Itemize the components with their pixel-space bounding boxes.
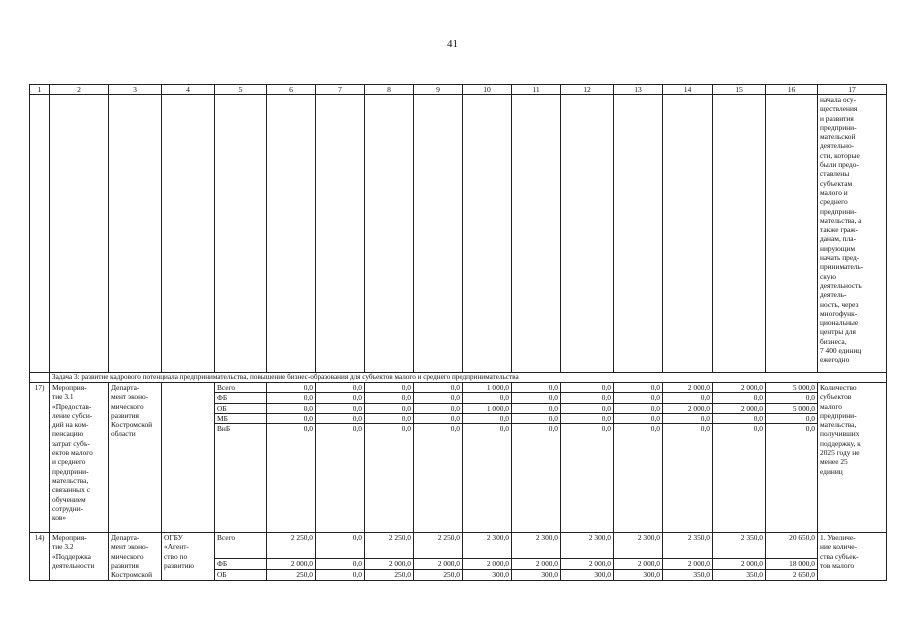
value-cell: 0,0 — [414, 413, 463, 423]
value-cell: 0,0 — [512, 413, 561, 423]
header-cell: 3 — [109, 85, 162, 95]
page-number: 41 — [447, 38, 458, 50]
value-cell: 0,0 — [316, 403, 365, 413]
value-cell: 2 000,0 — [663, 559, 713, 570]
value-cell: 0,0 — [561, 383, 614, 393]
partner: ОГБУ «Агент- ство по развитию — [162, 533, 215, 580]
value-cell: 0,0 — [267, 424, 316, 533]
value-cell: 0,0 — [316, 559, 365, 570]
header-row — [30, 85, 887, 95]
empty-cell — [316, 95, 365, 373]
empty-cell — [50, 95, 109, 373]
value-cell: 5 000,0 — [766, 403, 818, 413]
continued-row — [30, 95, 887, 373]
value-cell: 0,0 — [267, 413, 316, 423]
value-cell: 0,0 — [267, 383, 316, 393]
value-cell: 0,0 — [614, 424, 663, 533]
empty-cell — [267, 95, 316, 373]
empty-cell — [215, 95, 267, 373]
value-cell: 300,0 — [561, 569, 614, 580]
funding-source: ОБ — [215, 569, 267, 580]
funding-source: ОБ — [215, 403, 267, 413]
value-cell: 0,0 — [267, 393, 316, 403]
value-cell: 0,0 — [766, 413, 818, 423]
value-cell: 1 000,0 — [463, 383, 512, 393]
value-cell: 2 000,0 — [614, 559, 663, 570]
row17-row — [30, 383, 887, 393]
value-cell: 0,0 — [663, 393, 713, 403]
value-cell: 0,0 — [614, 383, 663, 393]
value-cell: 0,0 — [316, 413, 365, 423]
value-cell: 2 250,0 — [267, 533, 316, 559]
value-cell: 0,0 — [561, 403, 614, 413]
value-cell: 2 350,0 — [663, 533, 713, 559]
funding-source: ВнБ — [215, 424, 267, 533]
value-cell: 0,0 — [512, 424, 561, 533]
value-cell: 0,0 — [414, 383, 463, 393]
value-cell: 2 300,0 — [512, 533, 561, 559]
value-cell: 0,0 — [365, 424, 414, 533]
value-cell: 350,0 — [663, 569, 713, 580]
value-cell: 0,0 — [512, 383, 561, 393]
value-cell: 2 300,0 — [561, 533, 614, 559]
value-cell: 0,0 — [663, 413, 713, 423]
value-cell: 2 000,0 — [713, 403, 766, 413]
value-cell: 0,0 — [463, 413, 512, 423]
header-cell: 12 — [561, 85, 614, 95]
value-cell: 2 000,0 — [267, 559, 316, 570]
expected-result: Количество субъектов малого предприни- мательства, получивших поддержку, к 2025 году не менее 25 единиц — [818, 383, 887, 533]
value-cell: 0,0 — [365, 403, 414, 413]
header-cell: 5 — [215, 85, 267, 95]
value-cell: 0,0 — [414, 424, 463, 533]
funding-source: ФБ — [215, 393, 267, 403]
funding-source: Всего — [215, 533, 267, 559]
value-cell: 250,0 — [267, 569, 316, 580]
value-cell: 0,0 — [614, 393, 663, 403]
value-cell: 0,0 — [365, 383, 414, 393]
header-cell: 2 — [50, 85, 109, 95]
value-cell: 2 250,0 — [365, 533, 414, 559]
value-cell: 0,0 — [614, 403, 663, 413]
empty-cell — [162, 95, 215, 373]
empty-cell — [463, 95, 512, 373]
header-cell: 7 — [316, 85, 365, 95]
budget-table — [29, 84, 887, 581]
value-cell: 2 250,0 — [414, 533, 463, 559]
value-cell: 2 650,0 — [766, 569, 818, 580]
value-cell: 0,0 — [463, 393, 512, 403]
value-cell: 2 000,0 — [713, 559, 766, 570]
value-cell: 5 000,0 — [766, 383, 818, 393]
value-cell: 0,0 — [766, 393, 818, 403]
value-cell: 0,0 — [365, 413, 414, 423]
funding-source: ФБ — [215, 559, 267, 570]
value-cell: 2 000,0 — [512, 559, 561, 570]
header-cell: 14 — [663, 85, 713, 95]
value-cell: 2 000,0 — [414, 559, 463, 570]
value-cell: 0,0 — [713, 424, 766, 533]
funding-source: МБ — [215, 413, 267, 423]
value-cell: 0,0 — [512, 393, 561, 403]
value-cell: 0,0 — [561, 393, 614, 403]
measure-name: Мероприя- тие 3.2 «Поддержка деятельности — [50, 533, 109, 580]
value-cell: 300,0 — [512, 569, 561, 580]
header-cell: 10 — [463, 85, 512, 95]
value-cell: 2 000,0 — [713, 383, 766, 393]
executor: Департа- мент эконо- мического развития Костромской области — [109, 383, 162, 533]
value-cell: 0,0 — [316, 393, 365, 403]
measure-name: Мероприя- тие 3.1 «Предостав- ление субси- дий на ком- пенсацию затрат субъ- ектов малого и среднего предприни- мательства, связанных с обучением сотрудни- ков» — [50, 383, 109, 533]
value-cell: 0,0 — [766, 424, 818, 533]
value-cell: 250,0 — [414, 569, 463, 580]
value-cell: 0,0 — [316, 533, 365, 559]
value-cell: 0,0 — [365, 393, 414, 403]
executor: Департа- мент эконо- мического развития Костромской — [109, 533, 162, 580]
header-cell: 17 — [818, 85, 887, 95]
value-cell: 0,0 — [316, 424, 365, 533]
empty-cell — [512, 95, 561, 373]
value-cell: 300,0 — [614, 569, 663, 580]
task-row — [30, 373, 887, 383]
continued-result-cell: начала осу- ществления и развития предприни- мательской деятельно- сти, которые были предо- ставлены субъектам малого и среднего предприни- мательства, а также граж- данам, пла- нирующим начать пред- приниматель- скую деятельность деятель- ность, через многофунк- циональные центры для бизнеса, 7 400 единиц ежегодно — [818, 95, 887, 373]
value-cell: 0,0 — [414, 393, 463, 403]
empty-cell — [30, 95, 50, 373]
value-cell: 300,0 — [463, 569, 512, 580]
empty-cell — [561, 95, 614, 373]
header-cell: 11 — [512, 85, 561, 95]
header-cell: 9 — [414, 85, 463, 95]
empty-cell — [414, 95, 463, 373]
header-cell: 13 — [614, 85, 663, 95]
task-title: Задача 3: развитие кадрового потенциала предпринимательства, повышение бизнес-образования для субъектов малого и среднего предпринимательства — [50, 373, 887, 383]
value-cell: 2 000,0 — [663, 383, 713, 393]
value-cell: 2 000,0 — [663, 403, 713, 413]
header-cell: 8 — [365, 85, 414, 95]
value-cell: 0,0 — [316, 383, 365, 393]
empty-cell — [663, 95, 713, 373]
value-cell: 0,0 — [713, 413, 766, 423]
header-cell: 15 — [713, 85, 766, 95]
value-cell: 2 000,0 — [561, 559, 614, 570]
empty-cell — [365, 95, 414, 373]
expected-result: 1. Увеличе- ние количе- ства субъек- тов малого — [818, 533, 887, 580]
value-cell: 0,0 — [267, 403, 316, 413]
value-cell: 2 300,0 — [463, 533, 512, 559]
partner — [162, 383, 215, 533]
value-cell: 0,0 — [663, 424, 713, 533]
value-cell: 1 000,0 — [463, 403, 512, 413]
value-cell: 350,0 — [713, 569, 766, 580]
value-cell: 2 000,0 — [365, 559, 414, 570]
value-cell: 2 350,0 — [713, 533, 766, 559]
value-cell: 0,0 — [614, 413, 663, 423]
empty-cell — [614, 95, 663, 373]
header-cell: 6 — [267, 85, 316, 95]
value-cell: 2 300,0 — [614, 533, 663, 559]
task-num-cell — [30, 373, 50, 383]
empty-cell — [766, 95, 818, 373]
value-cell: 2 000,0 — [463, 559, 512, 570]
value-cell: 18 000,0 — [766, 559, 818, 570]
value-cell: 0,0 — [561, 424, 614, 533]
header-cell: 1 — [30, 85, 50, 95]
value-cell: 250,0 — [365, 569, 414, 580]
row-number: 14) — [30, 533, 50, 580]
value-cell: 0,0 — [561, 413, 614, 423]
value-cell: 0,0 — [713, 393, 766, 403]
row-number: 17) — [30, 383, 50, 533]
header-cell: 16 — [766, 85, 818, 95]
value-cell: 0,0 — [463, 424, 512, 533]
empty-cell — [109, 95, 162, 373]
value-cell: 0,0 — [414, 403, 463, 413]
value-cell: 20 650,0 — [766, 533, 818, 559]
funding-source: Всего — [215, 383, 267, 393]
header-cell: 4 — [162, 85, 215, 95]
row14-row — [30, 533, 887, 559]
value-cell: 0,0 — [316, 569, 365, 580]
value-cell: 0,0 — [512, 403, 561, 413]
empty-cell — [713, 95, 766, 373]
